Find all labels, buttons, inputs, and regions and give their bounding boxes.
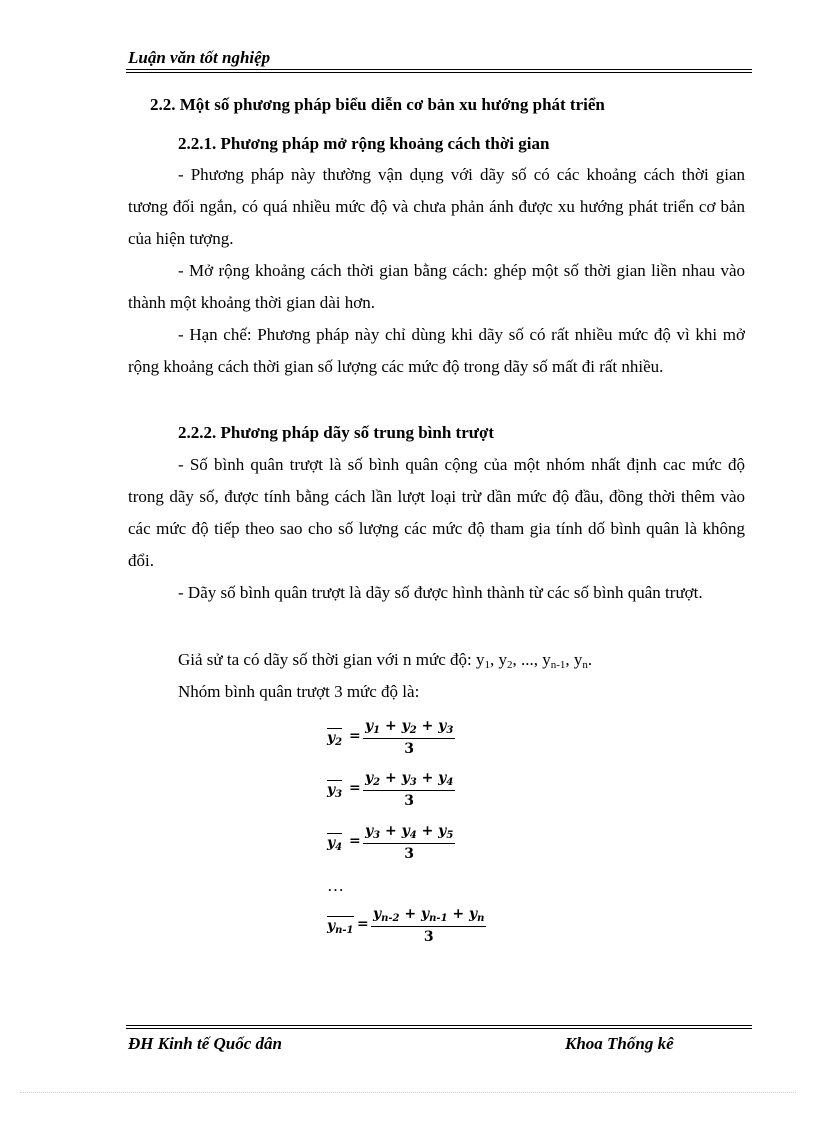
- paragraph-group-intro: Nhóm bình quân trượt 3 mức độ là:: [178, 682, 420, 701]
- formula-fraction: $\frac{y_3 + y_4 + y_5}{3}$: [365, 823, 454, 862]
- formula-lhs: $y_2$: [327, 730, 343, 748]
- footer-faculty: Khoa Thống kê: [565, 1034, 674, 1053]
- formula-denominator: 3: [404, 741, 415, 757]
- section-heading: 2.2. Một số phương pháp biểu diễn cơ bản xu hướng phát triển: [150, 95, 605, 114]
- paragraph-2: - Mở rộng khoảng cách thời gian bằng cách: ghép một số thời gian liền nhau vào thành một khoảng thời gian dài hơn.: [128, 261, 745, 312]
- formula-lhs: $y_{n-1}$: [327, 918, 354, 936]
- formula-lhs: $y_3$: [327, 782, 343, 800]
- document-page: Luận văn tốt nghiệp 2.2. Một số phương pháp biểu diễn cơ bản xu hướng phát triển 2.2.1. Phương pháp mở rộng khoảng cách thời gian - Phương pháp này thường vận dụng với dãy số có các khoảng cách thời gian tương đối ngắn, có quá nhiều mức độ và chưa phản ánh được xu hướng phát triển cơ bản của hiện tượng. - Mở rộng khoảng cách thời gian bằng cách: ghép một số thời gian liền nhau vào thành một khoảng thời gian dài hơn. - Hạn chế: Phương pháp này chỉ dùng khi dãy số có rất nhiều mức độ vì khi mở rộng khoảng cách thời gian số lượng các mức độ trong dãy số mất đi rất nhiều. 2.2.2. Phương pháp dãy số trung bình trượt - Số bình quân trượt là số bình quân cộng của một nhóm nhất định cac mức độ trong dãy số, được tính bằng cách lần lượt loại trừ dần mức độ đầu, đồng thời thêm vào các mức độ tiếp theo sao cho số lượng các mức độ tham gia tính dố bình quân là không đổi. - Dãy số bình quân trượt là dãy số được hình thành từ các số bình quân trượt. Giả sử ta có dãy số thời gian với n mức độ: $y_1$, $y_2$, ..., $y_{n-1}$, $y_n$. Nhóm bình quân trượt 3 mức độ là: $y_2$ = $\frac{y_1 + y_2 + y_3}{3}$ $y_3$ = $\frac{y_2 + y_3 + y_4}{3}$ $y_4$ = $\frac{y_3 + y_4 + y_5}{3}$ … $y_{n-1}$ = $\frac{y_{n-2} + y_{n-1} + y_n}{3}$ ĐH Kinh tế Quốc dân Khoa Thống kê: [0, 0, 816, 1123]
- series-expression: $y_1$, $y_2$, ..., $y_{n-1}$, $y_n$.: [475, 650, 593, 671]
- paragraph-3: - Hạn chế: Phương pháp này chỉ dùng khi dãy số có rất nhiều mức độ vì khi mở rộng khoảng cách thời gian số lượng các mức độ trong dãy số mất đi rất nhiều.: [128, 325, 745, 376]
- formula-fraction: $\frac{y_1 + y_2 + y_3}{3}$: [365, 718, 454, 757]
- header-rule-bottom: [126, 72, 752, 73]
- formula-fraction: $\frac{y_{n-2} + y_{n-1} + y_n}{3}$: [373, 906, 485, 945]
- subsection-heading-2: 2.2.2. Phương pháp dãy số trung bình trượt: [178, 423, 495, 442]
- formula-fraction: $\frac{y_2 + y_3 + y_4}{3}$: [365, 770, 454, 809]
- page-edge-divider: [20, 1092, 796, 1093]
- formula-ellipsis: …: [327, 876, 344, 895]
- paragraph-series: [178, 650, 592, 671]
- page-header-title: Luận văn tốt nghiệp: [128, 48, 271, 67]
- header-rule-top: [126, 69, 752, 70]
- paragraph-5: - Dãy số bình quân trượt là dãy số được hình thành từ các số bình quân trượt.: [178, 583, 703, 602]
- paragraph-4: - Số bình quân trượt là số bình quân cộng của một nhóm nhất định cac mức độ trong dãy số, được tính bằng cách lần lượt loại trừ dần mức độ đầu, đồng thời thêm vào các mức độ tiếp theo sao cho số lượng các mức độ tham gia tính dố bình quân là không đổi.: [128, 455, 745, 570]
- formula-denominator: 3: [404, 846, 415, 862]
- paragraph-1: - Phương pháp này thường vận dụng với dãy số có các khoảng cách thời gian tương đối ngắn, có quá nhiều mức độ và chưa phản ánh được xu hướng phát triển cơ bản của hiện tượng.: [128, 165, 745, 248]
- formula-denominator: 3: [404, 793, 415, 809]
- subsection-heading-1: 2.2.1. Phương pháp mở rộng khoảng cách thời gian: [178, 134, 550, 153]
- footer-rule-top: [126, 1025, 752, 1026]
- footer-rule-bottom: [126, 1028, 752, 1029]
- footer-university: ĐH Kinh tế Quốc dân: [128, 1034, 282, 1053]
- formula-lhs: $y_4$: [327, 835, 343, 853]
- formula-denominator: 3: [423, 929, 434, 945]
- series-intro-text: Giả sử ta có dãy số thời gian với n mức độ:: [178, 650, 476, 669]
